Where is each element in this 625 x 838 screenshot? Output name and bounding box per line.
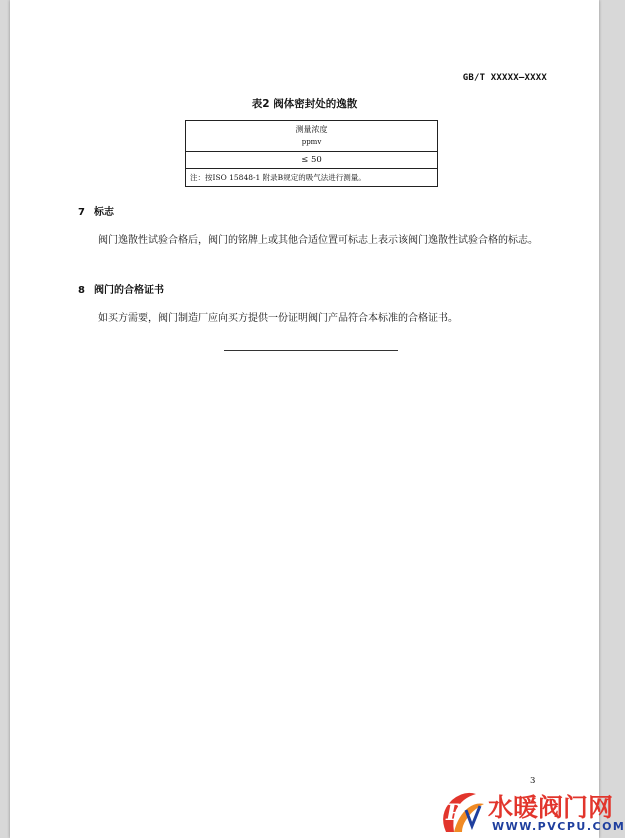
table-value-cell: ≤ 50 <box>186 152 438 169</box>
section-8-heading <box>78 281 164 296</box>
page-number: 3 <box>530 776 536 786</box>
section-7-number: 7 <box>78 207 85 218</box>
section-8-title: 阀门的合格证书 <box>94 285 164 296</box>
section-7-heading <box>78 203 114 218</box>
svg-text:P: P <box>446 800 463 826</box>
section-8-body: 如买方需要，阀门制造厂应向买方提供一份证明阀门产品符合本标准的合格证书。 <box>98 313 458 324</box>
table-note-cell: 注：按ISO 15848-1 附录B规定的吸气法进行测量。 <box>186 169 438 187</box>
table-title: 表2 阀体密封处的逸散 <box>251 98 358 110</box>
standard-code: GB/T XXXXX—XXXX <box>462 73 547 83</box>
emission-table <box>185 120 438 187</box>
section-7-body: 阀门逸散性试验合格后，阀门的铭牌上或其他合适位置可标志上表示该阀门逸散性试验合格的标志。 <box>98 235 538 246</box>
end-rule-divider <box>224 350 398 351</box>
site-watermark <box>430 784 625 836</box>
section-7-title: 标志 <box>94 207 114 218</box>
pv-logo-icon <box>432 786 486 836</box>
table-header-label: 测量浓度 <box>295 125 328 134</box>
table-header-unit: ppmv <box>301 138 322 146</box>
watermark-url: WWW.PVCPU.COM <box>492 820 625 833</box>
section-8-number: 8 <box>78 285 85 296</box>
table-header-cell <box>186 121 438 152</box>
watermark-brand: 水暖阀门网 <box>488 793 614 822</box>
